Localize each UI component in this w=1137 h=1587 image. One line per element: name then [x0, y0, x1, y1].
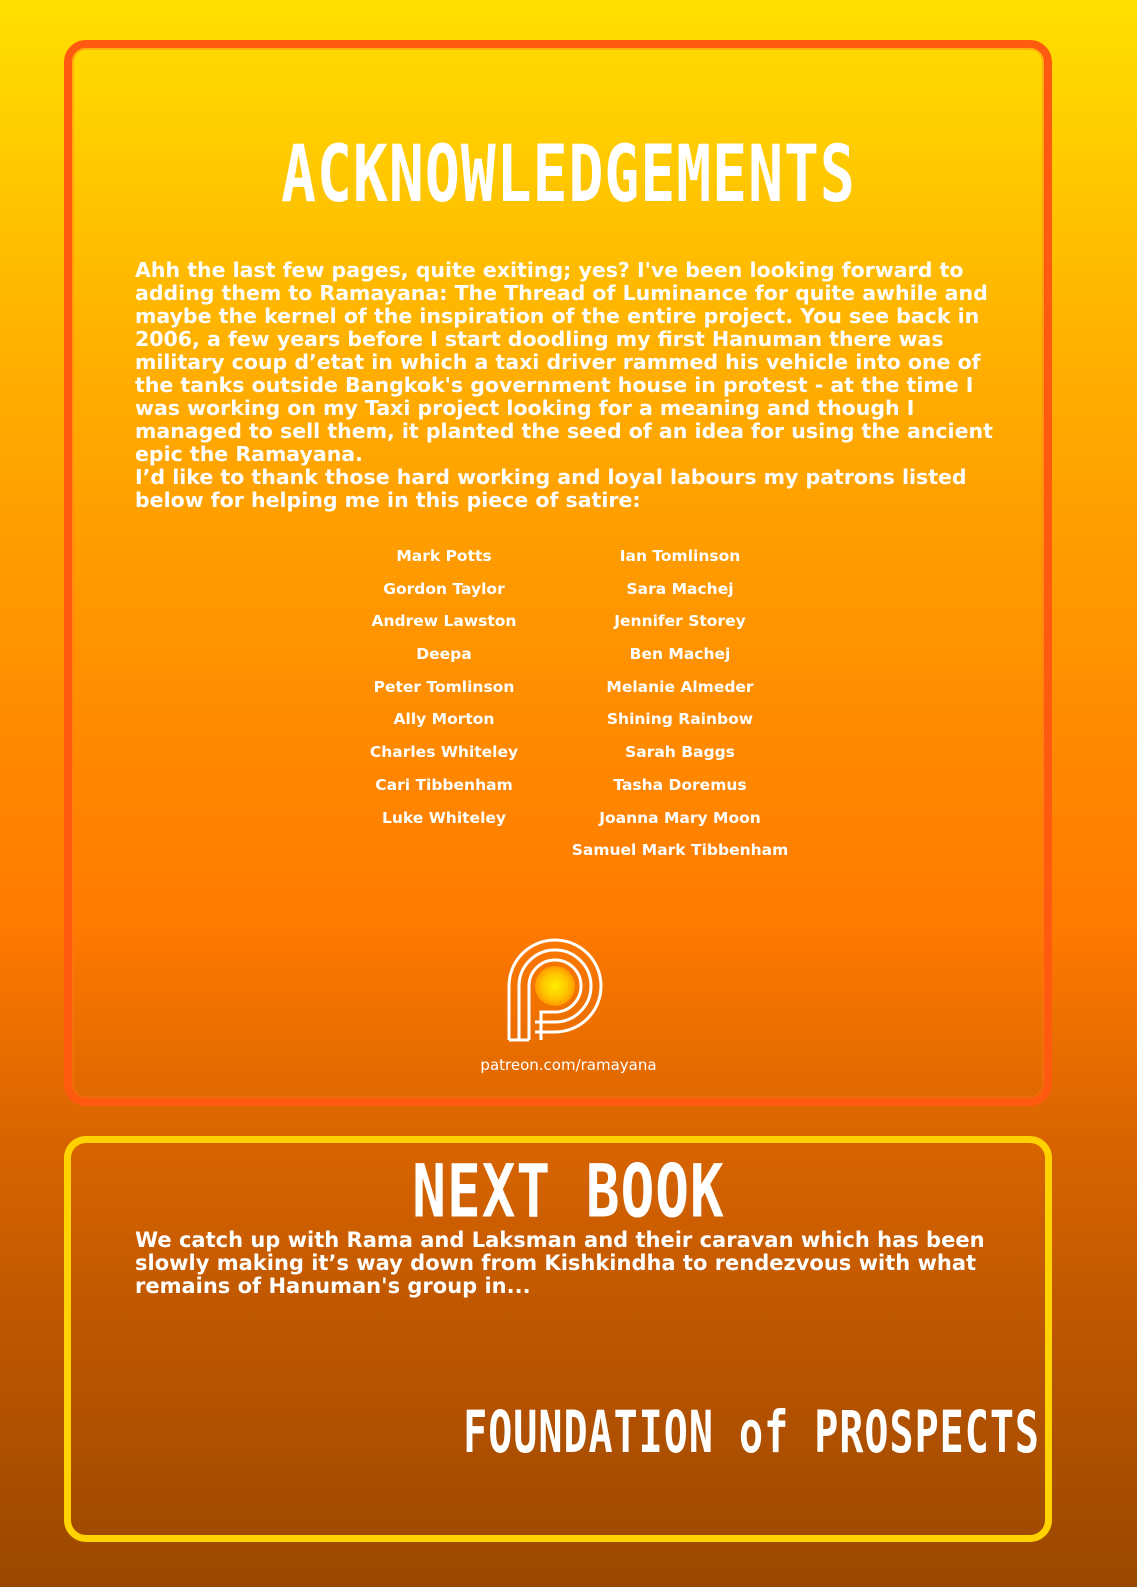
patron-name: Charles Whiteley [369, 743, 519, 762]
patreon-url[interactable]: patreon.com/ramayana [480, 1056, 657, 1074]
patron-name: Gordon Taylor [383, 579, 505, 598]
acknowledgements-title: ACKNOWLEDGEMENTS [281, 128, 856, 220]
next-book-name: FOUNDATION of PROSPECTS [463, 1400, 1040, 1467]
patron-list-left [344, 545, 544, 839]
patron-name: Ian Tomlinson [619, 547, 741, 565]
patron-name: Deepa [416, 645, 472, 664]
patron-name: Ally Morton [393, 710, 495, 729]
next-book-title: NEXT BOOK [412, 1150, 725, 1235]
patron-name: Peter Tomlinson [373, 677, 515, 696]
patron-name: Luke Whiteley [381, 808, 506, 827]
patron-name: Ben Machej [629, 645, 731, 664]
patron-name: Andrew Lawston [371, 612, 517, 631]
patron-name: Sara Machej [626, 579, 734, 598]
patron-name: Tasha Doremus [613, 775, 747, 794]
acknowledgements-paragraph-2: I’d like to thank those hard working and loyal labours my patrons listed below for helping me in this piece of satire: [135, 465, 967, 512]
patron-name: Jennifer Storey [614, 612, 746, 631]
patron-name: Melanie Almeder [606, 677, 754, 696]
acknowledgements-paragraph-1: Ahh the last few pages, quite exiting; yes? I've been looking forward to adding them to Ramayana: The Thread of Luminance for quite awhile and maybe the kernel of the inspiration of the entire project. You see back in 2006, a few years before I start doodling my first Hanuman there was military coup d’etat in which a taxi driver rammed his vehicle into one of the tanks outside Bangkok's government house in protest - at the time I was working on my Taxi project looking for a meaning and though I managed to sell them, it planted the seed of an idea for using the ancient epic the Ramayana. [135, 258, 993, 466]
patron-name: Joanna Mary Moon [599, 808, 761, 827]
patreon-logo-icon [495, 928, 615, 1048]
next-book-description: We catch up with Rama and Laksman and their caravan which has been slowly making it’s way down from Kishkindha to rendezvous with what remains of Hanuman's group in... [135, 1228, 985, 1298]
patron-name: Sarah Baggs [625, 743, 735, 762]
patron-name: Samuel Mark Tibbenham [571, 841, 789, 860]
patron-name: Mark Potts [396, 547, 492, 565]
patron-list-right [560, 545, 800, 872]
patron-name: Shining Rainbow [606, 710, 754, 729]
patron-name: Cari Tibbenham [375, 775, 513, 794]
